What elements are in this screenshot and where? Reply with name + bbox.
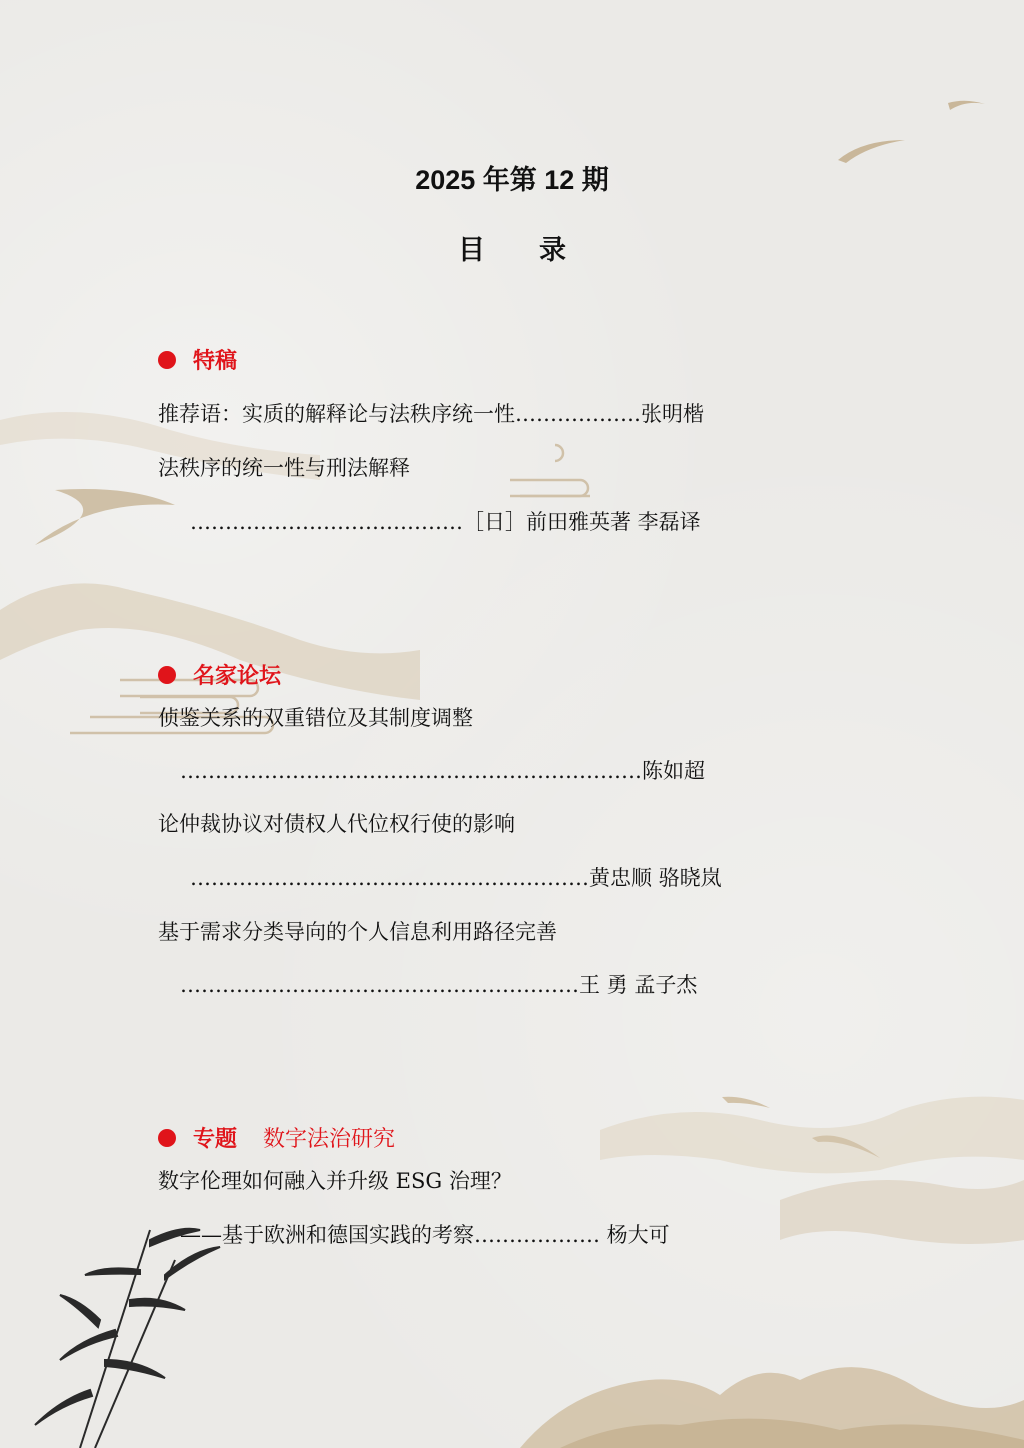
bullet-icon xyxy=(158,351,176,369)
hill-icon xyxy=(600,1097,1024,1174)
hill-icon xyxy=(780,1180,1024,1244)
section-subtitle: 数字法治研究 xyxy=(263,1126,396,1151)
bird-icon xyxy=(722,1097,770,1108)
toc-entry-title[interactable]: 法秩序的统一性与刑法解释 xyxy=(158,456,410,480)
bird-icon xyxy=(948,101,985,110)
toc-entry-title[interactable]: 论仲裁协议对债权人代位权行使的影响 xyxy=(158,812,515,836)
bullet-icon xyxy=(158,1129,176,1147)
bullet-icon xyxy=(158,666,176,684)
toc-entry-author: …………………………………………………………陈如超 xyxy=(180,759,705,783)
page-title: 目 录 xyxy=(458,235,566,265)
toc-entry-author: …………………………………………………王 勇 孟子杰 xyxy=(180,973,698,997)
section-header-zhuanti xyxy=(158,1122,395,1153)
crane-icon xyxy=(35,489,175,545)
section-title: 专题 xyxy=(193,1126,238,1151)
toc-entry[interactable]: 推荐语：实质的解释论与法秩序统一性………………张明楷 xyxy=(158,402,704,426)
toc-entry-title[interactable]: 基于需求分类导向的个人信息利用路径完善 xyxy=(158,920,557,944)
toc-entry-author: ——基于欧洲和德国实践的考察……………… 杨大可 xyxy=(180,1223,670,1247)
bamboo-icon xyxy=(35,1229,220,1448)
toc-entry-author: …………………………………［日］前田雅英著 李磊译 xyxy=(190,510,701,534)
section-title: 特稿 xyxy=(193,348,238,373)
issue-number: 2025 年第 12 期 xyxy=(415,165,609,195)
toc-entry-author: …………………………………………………黄忠顺 骆晓岚 xyxy=(190,866,722,890)
cloud-swirl-icon xyxy=(70,445,590,733)
toc-entry-title[interactable]: 侦鉴关系的双重错位及其制度调整 xyxy=(158,706,473,730)
section-header-tegao xyxy=(158,344,237,375)
section-header-mingjialuntan xyxy=(158,659,281,690)
toc-entry-title[interactable]: 数字伦理如何融入并升级 ESG 治理？ xyxy=(158,1169,512,1193)
section-title: 名家论坛 xyxy=(193,663,282,688)
